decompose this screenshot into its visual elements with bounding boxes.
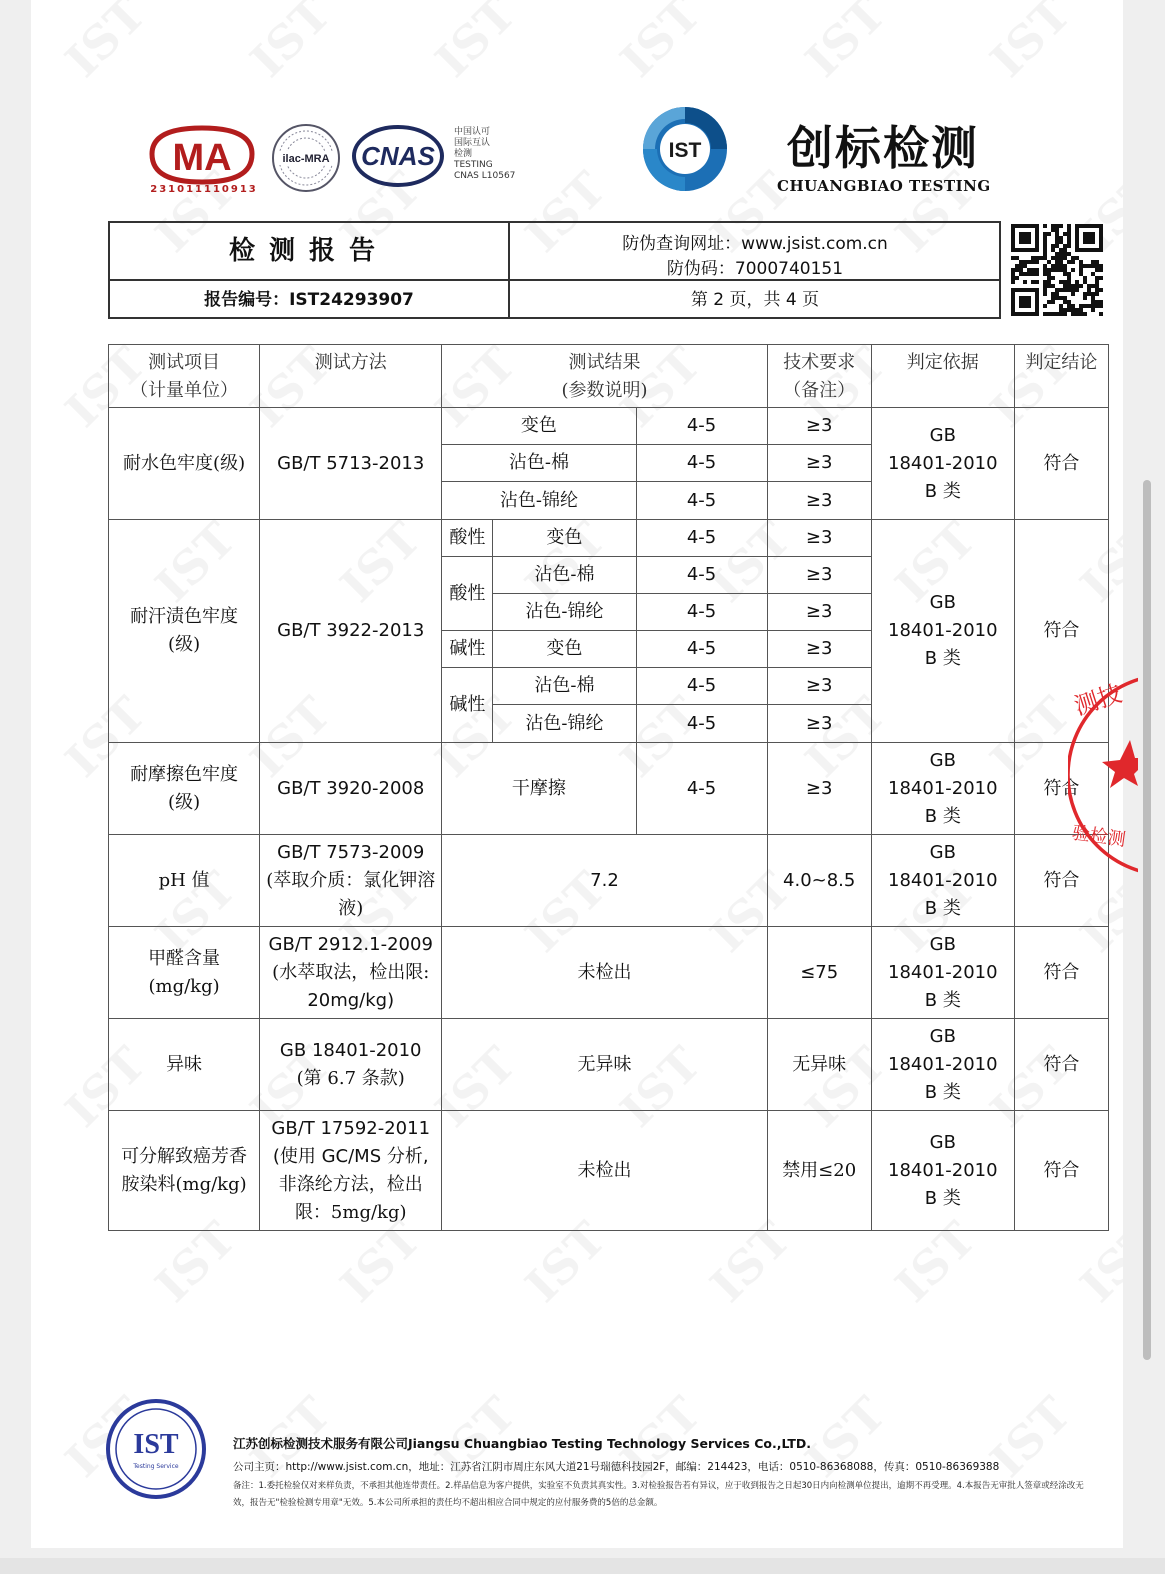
cell-req: 禁用≤20 — [767, 1111, 871, 1231]
header-text: 测试结果 — [568, 352, 641, 373]
cnas-line: 国际互认 — [454, 138, 491, 148]
method-line: 非涤纶方法，检出 — [278, 1173, 423, 1195]
header-basis: 判定依据 — [871, 345, 1014, 408]
cell-group: 酸性 — [442, 557, 493, 631]
cell-param: 沾色-锦纶 — [493, 594, 636, 631]
footer-contact: 公司主页：http://www.jsist.com.cn，地址：江苏省江阴市周庄东风大道21号瑞德科技园2F，邮编：214423，电话：0510-86368088，传真：0510-86369388 — [233, 1461, 1000, 1473]
table-row — [109, 1019, 1109, 1111]
cell-value: 4-5 — [636, 482, 767, 520]
method-line: GB/T 7573-2009 — [277, 841, 425, 863]
cell-group: 碱性 — [442, 631, 493, 668]
header-requirement — [767, 345, 871, 408]
basis-line: 18401-2010 — [888, 620, 998, 641]
basis-line: GB — [929, 933, 956, 955]
cell-item — [109, 1111, 260, 1231]
cell-req: ≥3 — [767, 594, 871, 631]
red-stamp-icon — [1068, 670, 1138, 880]
cma-number: 231011110913 — [150, 184, 258, 195]
basis-line: B 类 — [924, 989, 961, 1011]
item-line: 耐摩擦色牢度 — [130, 763, 239, 785]
cell-conclusion: 符合 — [1014, 835, 1108, 927]
header-text: 技术要求 — [783, 352, 856, 373]
cell-conclusion: 符合 — [1014, 1019, 1108, 1111]
cell-req: ≥3 — [767, 482, 871, 520]
cell-method: GB/T 3920-2008 — [260, 743, 442, 835]
cell-param: 沾色-棉 — [442, 445, 636, 482]
basis-line: GB — [929, 592, 956, 613]
header-item — [109, 345, 260, 408]
svg-text:ilac-MRA: ilac-MRA — [282, 153, 330, 165]
table-row — [109, 835, 1109, 927]
item-line: (级) — [168, 634, 201, 655]
method-line: GB/T 2912.1-2009 — [268, 933, 433, 955]
basis-line: B 类 — [924, 648, 961, 669]
cell-basis — [871, 1111, 1014, 1231]
cell-result: 无异味 — [442, 1019, 767, 1111]
cnas-logo-icon — [352, 124, 444, 188]
cell-value: 4-5 — [636, 445, 767, 482]
header-text: （备注） — [783, 380, 856, 401]
basis-line: 18401-2010 — [888, 1053, 998, 1075]
cell-req: ≥3 — [767, 705, 871, 743]
brand-name-en: CHUANGBIAO TESTING — [777, 177, 991, 195]
basis-line: GB — [929, 749, 956, 771]
svg-text:IST: IST — [133, 1429, 179, 1460]
cnas-line: CNAS L10567 — [454, 171, 516, 181]
header-result — [442, 345, 767, 408]
method-line: (水萃取法，检出限: — [272, 961, 430, 983]
cell-item — [109, 743, 260, 835]
table-row — [109, 520, 1109, 557]
cell-req: ≥3 — [767, 743, 871, 835]
cell-conclusion: 符合 — [1014, 743, 1108, 835]
cell-basis — [871, 927, 1014, 1019]
ist-seal-icon — [105, 1398, 207, 1500]
item-line: (mg/kg) — [148, 975, 220, 997]
anti-fake-code: 防伪码：7000740151 — [666, 259, 844, 279]
qr-code-icon — [1011, 224, 1103, 316]
cell-param: 沾色-锦纶 — [442, 482, 636, 520]
item-line: (级) — [168, 791, 201, 813]
cell-item: 异味 — [109, 1019, 260, 1111]
cell-req: ≥3 — [767, 557, 871, 594]
report-header-box — [108, 221, 1001, 319]
cell-group: 酸性 — [442, 520, 493, 557]
cell-group: 碱性 — [442, 668, 493, 743]
cell-param: 沾色-棉 — [493, 557, 636, 594]
header-method: 测试方法 — [260, 345, 442, 408]
anti-fake-url: 防伪查询网址：www.jsist.com.cn — [622, 234, 888, 254]
method-line: (使用 GC/MS 分析, — [272, 1145, 429, 1167]
cell-method — [260, 927, 442, 1019]
basis-line: 18401-2010 — [888, 869, 998, 891]
cell-req: 4.0~8.5 — [767, 835, 871, 927]
cell-param: 变色 — [493, 631, 636, 668]
report-page — [31, 0, 1126, 1548]
cell-param: 变色 — [493, 520, 636, 557]
watermark-text — [240, 0, 341, 88]
table-row — [109, 743, 1109, 835]
cnas-caption — [454, 127, 515, 182]
table-row — [109, 927, 1109, 1019]
watermark-text — [980, 0, 1081, 88]
cell-item: pH 值 — [109, 835, 260, 927]
table-header-row — [109, 345, 1109, 408]
method-line: 20mg/kg) — [307, 989, 395, 1011]
report-title: 检测报告 — [228, 236, 389, 266]
method-line: 限：5mg/kg) — [294, 1201, 407, 1223]
scrollbar-thumb[interactable] — [1143, 480, 1151, 1360]
svg-text:IST: IST — [668, 139, 702, 162]
brand-name-cn: 创标检测 — [787, 121, 979, 175]
footer-company: 江苏创标检测技术服务有限公司Jiangsu Chuangbiao Testing Technology Services Co.,LTD. — [233, 1436, 812, 1451]
table-row — [109, 1111, 1109, 1231]
cell-basis — [871, 1019, 1014, 1111]
cell-method — [260, 835, 442, 927]
method-line: (萃取介质：氯化钾溶 — [266, 869, 436, 891]
cnas-line: TESTING — [454, 160, 493, 170]
item-line: 胺染料(mg/kg) — [121, 1173, 247, 1195]
basis-line: B 类 — [924, 480, 961, 502]
cell-conclusion: 符合 — [1014, 520, 1108, 743]
cell-basis — [871, 408, 1014, 520]
ist-logo-icon — [641, 105, 729, 193]
basis-line: B 类 — [924, 805, 961, 827]
cell-value: 4-5 — [636, 557, 767, 594]
cell-req: ≥3 — [767, 520, 871, 557]
watermark-text — [795, 0, 896, 88]
basis-line: B 类 — [924, 1187, 961, 1209]
header-text: 测试项目 — [148, 352, 221, 373]
cell-result: 未检出 — [442, 927, 767, 1019]
cell-req: ≥3 — [767, 668, 871, 705]
svg-text:MA: MA — [172, 137, 232, 179]
cell-param: 变色 — [442, 408, 636, 445]
method-line: GB/T 17592-2011 — [271, 1117, 431, 1139]
footer-notes: 备注：1.委托检验仅对来样负责，不承担其他连带责任。2.样品信息为客户提供，实验室不负责其真实性。3.对检验报告若有异议，应于收到报告之日起30日内向检测单位提出，逾期不再受理。4.本报告无审批人签章或经涂改无效，报告无"检验检测专用章"无效。5.本公司所承担的责任均不超出相应合同中规定的应付服务费的5倍的总金额。 — [233, 1481, 1084, 1508]
cell-param: 沾色-锦纶 — [493, 705, 636, 743]
basis-line: GB — [929, 1025, 956, 1047]
watermark-text — [425, 0, 526, 88]
report-number: 报告编号：IST24293907 — [204, 290, 414, 310]
cell-method: GB/T 5713-2013 — [260, 408, 442, 520]
method-line: 液) — [338, 897, 364, 919]
cell-req: ≤75 — [767, 927, 871, 1019]
cnas-line: 检测 — [454, 149, 473, 159]
basis-line: GB — [929, 424, 956, 446]
basis-line: B 类 — [924, 1081, 961, 1103]
cell-value: 4-5 — [636, 408, 767, 445]
header-conclusion: 判定结论 — [1014, 345, 1108, 408]
cnas-line: 中国认可 — [454, 127, 491, 137]
stamp-text-bottom: 验检测 — [1070, 822, 1127, 851]
method-line: GB 18401-2010 — [279, 1039, 422, 1061]
cell-value: 4-5 — [636, 743, 767, 835]
cell-basis — [871, 520, 1014, 743]
page-info: 第 2 页，共 4 页 — [690, 290, 820, 310]
cell-item — [109, 927, 260, 1019]
svg-text:CNAS: CNAS — [361, 141, 435, 171]
cell-value: 4-5 — [636, 520, 767, 557]
cell-method — [260, 1111, 442, 1231]
header-text: （计量单位） — [130, 380, 239, 401]
cell-item: 耐水色牢度(级) — [109, 408, 260, 520]
basis-line: GB — [929, 841, 956, 863]
cell-method — [260, 1019, 442, 1111]
item-line: 可分解致癌芳香 — [121, 1145, 248, 1167]
cell-req: ≥3 — [767, 445, 871, 482]
cell-value: 4-5 — [636, 631, 767, 668]
cell-basis — [871, 835, 1014, 927]
cell-result: 7.2 — [442, 835, 767, 927]
basis-line: GB — [929, 1131, 956, 1153]
cell-req: ≥3 — [767, 631, 871, 668]
item-line: 甲醛含量 — [148, 947, 221, 969]
next-page-edge — [0, 1558, 1165, 1574]
cell-method: GB/T 3922-2013 — [260, 520, 442, 743]
watermark-text — [610, 0, 711, 88]
cell-basis — [871, 743, 1014, 835]
basis-line: 18401-2010 — [888, 777, 998, 799]
basis-line: 18401-2010 — [888, 961, 998, 983]
cell-conclusion: 符合 — [1014, 408, 1108, 520]
basis-line: B 类 — [924, 897, 961, 919]
watermark-text — [55, 0, 156, 88]
cell-value: 4-5 — [636, 668, 767, 705]
header-text: (参数说明) — [561, 380, 648, 401]
cell-req: ≥3 — [767, 408, 871, 445]
cell-value: 4-5 — [636, 594, 767, 631]
basis-line: 18401-2010 — [888, 1159, 998, 1181]
table-row — [109, 408, 1109, 445]
item-line: 耐汗渍色牢度 — [130, 606, 239, 627]
cell-value: 4-5 — [636, 705, 767, 743]
cell-req: 无异味 — [767, 1019, 871, 1111]
method-line: (第 6.7 条款) — [296, 1067, 405, 1089]
cell-conclusion: 符合 — [1014, 927, 1108, 1019]
cell-param: 沾色-棉 — [493, 668, 636, 705]
results-table — [108, 344, 1109, 1231]
stamp-text-top: 测技 — [1070, 679, 1126, 721]
cell-result: 未检出 — [442, 1111, 767, 1231]
cell-item — [109, 520, 260, 743]
ilac-mra-logo-icon — [270, 122, 342, 194]
cell-conclusion: 符合 — [1014, 1111, 1108, 1231]
basis-line: 18401-2010 — [888, 452, 998, 474]
cell-param: 干摩擦 — [442, 743, 636, 835]
svg-text:Testing Service: Testing Service — [133, 1463, 179, 1470]
